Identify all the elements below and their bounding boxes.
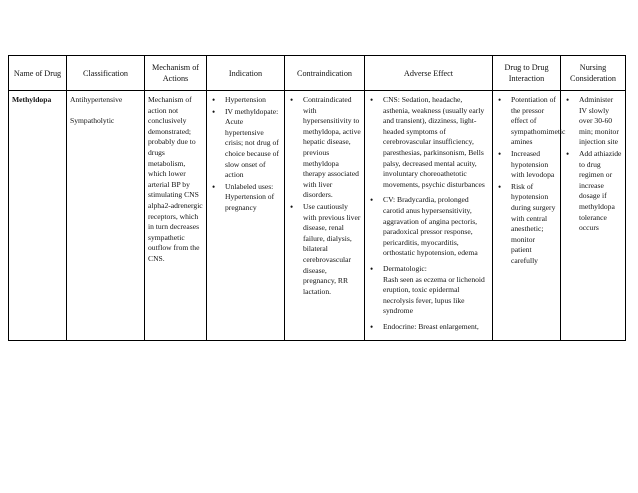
nursing-item: • Add athiazide to drug regimen or increase dosage if methyldopa tolerance occurs xyxy=(564,149,622,234)
classification-item: Antihypertensive xyxy=(70,95,123,104)
header-adverse-effect: Adverse Effect xyxy=(365,56,493,91)
adverse-item xyxy=(368,264,489,317)
drug-table xyxy=(8,55,626,341)
table-row xyxy=(9,91,626,341)
adverse-item xyxy=(368,322,489,333)
contraindication-item: • Contraindicated with hypersensitivity to methyldopa, active hepatic disease, previous methyldopa therapy associated with liver disorders. xyxy=(288,95,361,201)
adverse-text: Bradycardia, prolonged carotid anus hypersensitivity, aggravation of angina pectoris, paradoxical pressor response, pericarditis, myocarditis, orthostatic hypotension, edema xyxy=(383,195,478,258)
classification-item: Sympatholytic xyxy=(70,115,115,125)
adverse-text: Rash seen as eczema or lichenoid eruption, toxic epidermal necrolysis fever, lupus like syndrome xyxy=(383,274,485,316)
adverse-effect-cell xyxy=(365,91,493,341)
adverse-label: • Dermatologic: xyxy=(383,263,427,273)
header-interaction: Drug to Drug Interaction xyxy=(493,56,561,91)
indication-item: • Hypertension xyxy=(210,95,281,106)
contraindication-item: • Use cautiously with previous liver disease, renal failure, dialysis, bilateral cerebrovascular disease, pregnancy, RR lactation. xyxy=(288,202,361,297)
indication-item: • Unlabeled uses: Hypertension of pregnancy xyxy=(210,182,281,214)
header-classification: Classification xyxy=(67,56,145,91)
adverse-item xyxy=(368,95,489,190)
adverse-text: Breast enlargement, xyxy=(418,321,479,331)
header-mechanism: Mechanism of Actions xyxy=(145,56,207,91)
header-nursing: Nursing Consideration xyxy=(561,56,626,91)
classification-cell xyxy=(67,91,145,341)
contraindication-cell xyxy=(285,91,365,341)
interaction-item: • Potentiation of the pressor effect of sympathomimetic amines xyxy=(496,95,557,148)
indication-item: • IV methyldopate: Acute hypertensive crisis; not drug of choice because of slow onset of action xyxy=(210,107,281,181)
adverse-text: Sedation, headache, asthenia, weakness (usually early and transient), dizziness, light-headed symptoms of cerebrovascular insufficiency, paresthesias, parkinsonism, Bells palsy, decreased mental acuity, involuntary choreoathetotic movements, psychic disturbances xyxy=(383,95,485,189)
adverse-item xyxy=(368,195,489,259)
header-row xyxy=(9,56,626,91)
drug-name: Methyldopa xyxy=(9,91,67,341)
adverse-label: CNS: xyxy=(383,95,400,104)
indication-cell xyxy=(207,91,285,341)
interaction-cell xyxy=(493,91,566,341)
mechanism-cell: Mechanism of action not conclusively demonstrated; probably due to drugs metabolism, which lower arterial BP by stimulating CNS alpha2-adrenergic receptors, which in turn decreases sympathetic outflow from the CNS. xyxy=(145,91,207,341)
header-indication: Indication xyxy=(207,56,285,91)
nursing-cell xyxy=(561,91,626,341)
header-contraindication: Contraindication xyxy=(285,56,365,91)
adverse-label: Endocrine: xyxy=(383,321,417,331)
header-name: Name of Drug xyxy=(9,56,67,91)
nursing-item: • Administer IV slowly over 30-60 min; monitor injection site xyxy=(564,95,622,148)
interaction-item: • Risk of hypotension during surgery with central anesthetic; monitor patient carefully xyxy=(496,182,557,267)
interaction-item: • Increased hypotension with levodopa xyxy=(496,149,557,181)
adverse-label: CV: xyxy=(383,195,396,205)
